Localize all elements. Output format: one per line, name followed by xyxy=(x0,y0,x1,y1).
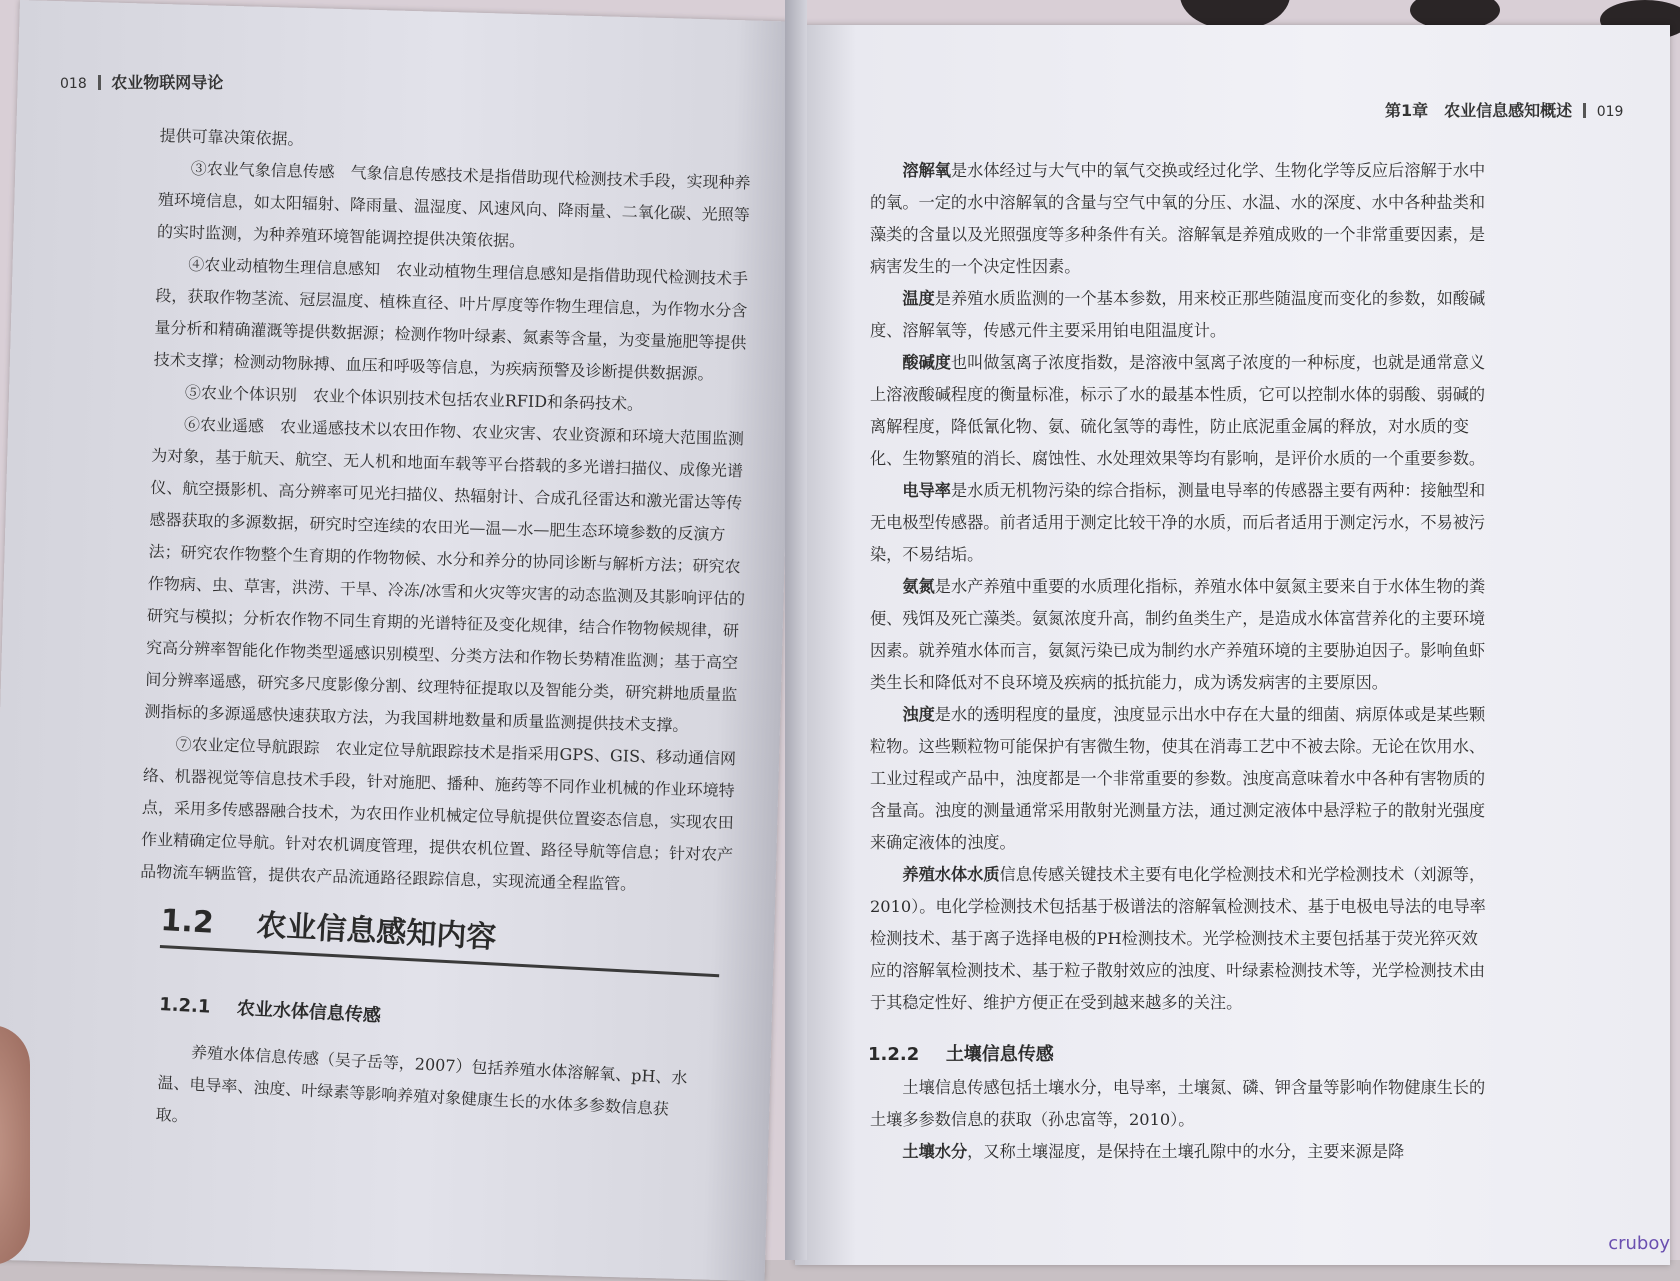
term: 电导率 xyxy=(902,481,951,500)
paragraph: 浊度是水的透明程度的量度，浊度显示出水中存在大量的细菌、病原体或是某些颗粒物。这些颗粒物可能保护有害微生物，使其在消毒工艺中不被去除。无论在饮用水、工业过程或产品中，浊度都是一个非常重要的参数。浊度高意味着水中各种有害物质的含量高。浊度的测量通常采用散射光测量方法，通过测定液体中悬浮粒子的散射光强度来确定液体的浊度。 xyxy=(870,705,1486,852)
left-body-text xyxy=(140,120,760,903)
subsection-title: 土壤信息传感 xyxy=(945,1044,1054,1065)
paragraph: 土壤水分，又称土壤湿度，是保持在土壤孔隙中的水分，主要来源是降 xyxy=(902,1142,1405,1161)
paragraph: 温度是养殖水质监测的一个基本参数，用来校正那些随温度而变化的参数，如酸碱度、溶解氧等，传感元件主要采用铂电阻温度计。 xyxy=(870,289,1486,340)
paragraph: 养殖水体水质信息传感关键技术主要有电化学检测技术和光学检测技术（刘源等，2010）。电化学检测技术包括基于极谱法的溶解氧检测技术、基于电极电导法的电导率检测技术、基于离子选择电极的PH检测技术。光学检测技术主要包括基于荧光猝灭效应的溶解氧检测技术、基于粒子散射效应的浊度、叶绿素检测技术等，光学检测技术由于其稳定性好、维护方便正在受到越来越多的关注。 xyxy=(870,865,1486,1012)
left-page-number: 018 xyxy=(60,76,87,92)
left-running-header xyxy=(60,70,223,93)
right-running-header xyxy=(1385,98,1623,121)
term: 浊度 xyxy=(902,705,935,724)
paragraph: 提供可靠决策依据。 xyxy=(159,125,304,149)
right-body-continued xyxy=(870,1072,1490,1168)
term: 酸碱度 xyxy=(902,353,951,372)
section-number: 1.2 xyxy=(159,902,215,941)
paragraph: ⑥农业遥感 农业遥感技术以农田作物、农业灾害、农业资源和环境大范围监测为对象，基于航天、航空、无人机和地面车载等平台搭载的多光谱扫描仪、成像光谱仪、航空摄影机、高分辨率可见光扫描仪、热辐射计、合成孔径雷达和激光雷达等传感器获取的多源数据，研究时空连续的农田光—温—水—肥生态环境参数的反演方法；研究农作物整个生育期的作物物候、水分和养分的协同诊断与解析方法；研究农作物病、虫、草害，洪涝、干旱、冷冻/冰雪和火灾等灾害的动态监测及其影响评估的研究与模拟；分析农作物不同生育期的光谱特征及变化规律，结合作物物候规律，研究高分辨率智能化作物类型遥感识别模型、分类方法和作物长势精准监测；基于高空间分辨率遥感，研究多尺度影像分割、纹理特征提取以及智能分类，研究耕地质量监测指标的多源遥感快速获取方法，为我国耕地数量和质量监测提供技术支撑。 xyxy=(144,414,746,736)
watermark: cruboy xyxy=(1608,1233,1670,1254)
term: 温度 xyxy=(902,289,935,308)
right-body-text xyxy=(870,155,1490,1019)
term: 氨氮 xyxy=(902,577,935,596)
paragraph: 酸碱度也叫做氢离子浓度指数，是溶液中氢离子浓度的一种标度，也就是通常意义上溶液酸碱程度的衡量标准，标示了水的最基本性质，它可以控制水体的弱酸、弱碱的离解程度，降低氰化物、氨、硫化氢等的毒性，防止底泥重金属的释放，对水质的变化、生物繁殖的消长、腐蚀性、水处理效果等均有影响，是评价水质的一个重要参数。 xyxy=(870,353,1486,468)
paragraph: ③农业气象信息传感 气象信息传感技术是指借助现代检测技术手段，实现种养殖环境信息，如太阳辐射、降雨量、温湿度、风速风向、降雨量、二氧化碳、光照等的实时监测，为种养殖环境智能调控提供决策依据。 xyxy=(156,158,751,251)
paragraph: ⑤农业个体识别 农业个体识别技术包括农业RFID和条码技术。 xyxy=(184,382,644,414)
subsection-paragraph: 养殖水体信息传感（吴子岳等，2007）包括养殖水体溶解氧、pH、水温、电导率、浊度、叶绿素等影响养殖对象健康生长的水体多参数信息获取。 xyxy=(155,1042,688,1126)
subsection-number: 1.2.1 xyxy=(158,993,211,1018)
paragraph: ④农业动植物生理信息感知 农业动植物生理信息感知是指借助现代检测技术手段，获取作物茎流、冠层温度、植株直径、叶片厚度等作物生理信息，为作物水分含量分析和精确灌溉等提供数据源；检测作物叶绿素、氮素等含量，为变量施肥等提供技术支撑；检测动物脉搏、血压和呼吸等信息，为疾病预警及诊断提供数据源。 xyxy=(153,254,749,384)
book-gutter xyxy=(785,0,807,1260)
term: 养殖水体水质 xyxy=(902,865,1000,884)
paragraph: 电导率是水质无机物污染的综合指标，测量电导率的传感器主要有两种：接触型和无电极型传感器。前者适用于测定比较干净的水质，而后者适用于测定污水，不易被污染，不易结垢。 xyxy=(870,481,1486,564)
paragraph: ⑦农业定位导航跟踪 农业定位导航跟踪技术是指采用GPS、GIS、移动通信网络、机器视觉等信息技术手段，针对施肥、播种、施药等不同作业机械的作业环境特点，采用多传感器融合技术，为农田作业机械定位导航提供位置姿态信息，实现农田作业精确定位导航。针对农机调度管理，提供农机位置、路径导航等信息；针对农产品物流车辆监管，提供农产品流通路径跟踪信息，实现流通全程监管。 xyxy=(140,734,737,894)
subsection-title: 农业水体信息传感 xyxy=(236,998,382,1027)
right-page-number: 019 xyxy=(1596,104,1624,120)
right-running-title: 第1章 农业信息感知概述 xyxy=(1385,101,1573,120)
term: 土壤水分 xyxy=(902,1142,968,1161)
paragraph: 土壤信息传感包括土壤水分，电导率，土壤氮、磷、钾含量等影响作物健康生长的土壤多参数信息的获取（孙忠富等，2010）。 xyxy=(870,1078,1486,1129)
paragraph: 氨氮是水产养殖中重要的水质理化指标，养殖水体中氨氮主要来自于水体生物的粪便、残饵及死亡藻类。氨氮浓度升高，制约鱼类生产，是造成水体富营养化的主要环境因素。就养殖水体而言，氨氮污染已成为制约水产养殖环境的主要胁迫因子。影响鱼虾类生长和降低对不良环境及疾病的抵抗能力，成为诱发病害的主要原因。 xyxy=(870,577,1486,692)
section-title: 农业信息感知内容 xyxy=(255,908,498,956)
finger xyxy=(0,1025,30,1265)
paragraph: 溶解氧是水体经过与大气中的氧气交换或经过化学、生物化学等反应后溶解于水中的氧。一定的水中溶解氧的含量与空气中氧的分压、水温、水的深度、水中各种盐类和藻类的含量以及光照强度等多种条件有关。溶解氧是养殖成败的一个非常重要因素，是病害发生的一个决定性因素。 xyxy=(870,161,1486,276)
subsection-number: 1.2.2 xyxy=(868,1044,920,1065)
term: 溶解氧 xyxy=(902,161,951,180)
left-running-title: 农业物联网导论 xyxy=(111,73,224,92)
subsection-heading xyxy=(868,1040,1054,1066)
